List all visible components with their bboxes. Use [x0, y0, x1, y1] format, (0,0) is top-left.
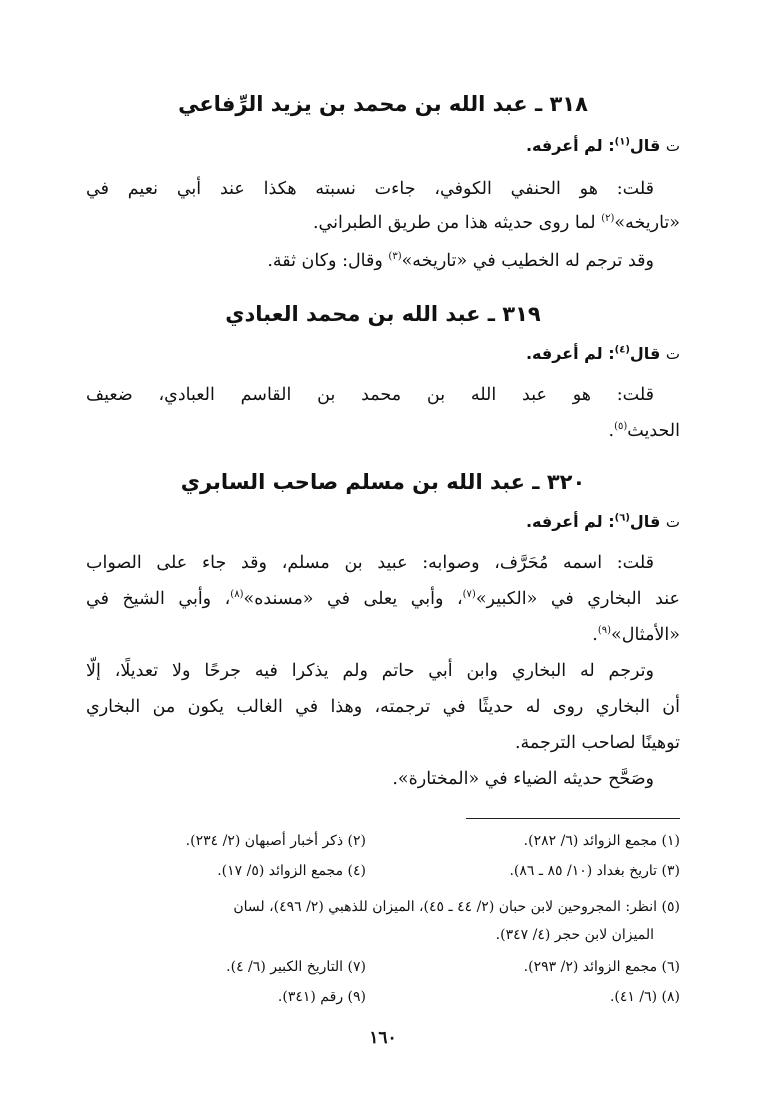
footnote-ref: (٤): [614, 344, 630, 356]
text: «الأمثال»: [611, 625, 680, 645]
footnote: (٩) رقم (٣٤١).: [277, 989, 366, 1005]
footnote: (٥) انظر: المجروحين لابن حبان (٢/ ٤٤ ـ ٤٥)، الميزان للذهبي (٢/ ٤٩٦)، لسان: [233, 899, 680, 915]
body-line: [515, 726, 680, 760]
footnote: (٣) تاريخ بغداد (١٠/ ٨٥ ـ ٨٦).: [509, 863, 680, 879]
text: وقال: وكان ثقة.: [267, 251, 389, 271]
text: وصَحَّح حديثه الضياء في «المختارة».: [392, 769, 654, 789]
footnote-ref: (٦): [614, 512, 630, 524]
qal-label: قال: [629, 136, 661, 155]
footnote: (٧) التاريخ الكبير (٦/ ٤).: [226, 959, 366, 975]
qal-text: : لم أعرفه.: [525, 512, 615, 531]
footnote-ref: (٥): [614, 421, 628, 433]
text: .: [608, 421, 615, 441]
entry-heading: ٣١٩ ـ عبد الله بن محمد العبادي: [225, 302, 541, 326]
body-line: [313, 206, 680, 240]
body-line: [86, 582, 680, 616]
footnote-separator: [466, 818, 680, 819]
text: أن البخاري روى له حديثًا في ترجمته، وهذا في الغالب يكون من البخاري: [86, 697, 680, 717]
text: «تاريخه»: [614, 213, 680, 233]
qal-mark: ت: [665, 513, 680, 531]
footnote: (٢) ذكر أخبار أصبهان (٢/ ٢٣٤).: [185, 833, 366, 849]
footnote: (٦) مجمع الزوائد (٢/ ٢٩٣).: [523, 959, 680, 975]
body-line: [86, 546, 680, 580]
qal-label: قال: [629, 344, 661, 363]
text: وترجم له البخاري وابن أبي حاتم ولم يذكرا فيه جرحًا ولا تعديلًا، إلّا: [86, 661, 654, 681]
qal-mark: ت: [665, 137, 680, 155]
footnote: (٤) مجمع الزوائد (٥/ ١٧).: [217, 863, 366, 879]
body-line: [86, 690, 680, 724]
body-line: [392, 762, 654, 796]
qal-line: [526, 512, 680, 531]
text: ، وأبي يعلى في «مسنده»: [243, 589, 463, 609]
qal-text: : لم أعرفه.: [525, 344, 615, 363]
qal-label: قال: [629, 512, 661, 531]
footnote-ref: (٢): [601, 213, 615, 225]
entry-heading: ٣٢٠ ـ عبد الله بن مسلم صاحب السابري: [180, 470, 586, 494]
qal-line: [526, 344, 680, 363]
footnote-ref: (١): [614, 136, 630, 148]
text: وقد ترجم له الخطيب في «تاريخه»: [401, 251, 654, 271]
text: عند البخاري في «الكبير»: [475, 589, 680, 609]
text: قلت: هو الحنفي الكوفي، جاءت نسبته هكذا عند أبي نعيم في: [86, 179, 654, 199]
footnote-ref: (٩): [597, 625, 612, 637]
body-line: [86, 378, 680, 412]
qal-line: [526, 136, 680, 155]
footnote: (٨) (٦/ ٤١).: [609, 989, 680, 1005]
text: الحديث: [627, 421, 680, 441]
text: قلت: هو عبد الله بن محمد بن القاسم العبادي، ضعيف: [86, 385, 654, 405]
footnote: الميزان لابن حجر (٤/ ٣٤٧).: [495, 927, 654, 943]
entry-heading: ٣١٨ ـ عبد الله بن محمد بن يزيد الرِّفاعي: [178, 92, 588, 116]
footnote-ref: (٨): [230, 589, 244, 601]
body-line: [86, 654, 680, 688]
qal-mark: ت: [665, 345, 680, 363]
qal-text: : لم أعرفه.: [525, 136, 615, 155]
footnote-ref: (٣): [388, 251, 402, 263]
body-line: [267, 244, 654, 278]
footnote-ref: (٧): [462, 589, 476, 601]
body-line: [609, 414, 681, 448]
body-line: [86, 172, 680, 206]
page-number: ١٦٠: [369, 1028, 397, 1048]
text: ، وأبي الشيخ في: [86, 589, 231, 609]
text: توهينًا لصاحب الترجمة.: [514, 733, 680, 753]
footnote: (١) مجمع الزوائد (٦/ ٢٨٢).: [523, 833, 680, 849]
text: لما روى حديثه هذا من طريق الطبراني.: [312, 213, 602, 233]
text: قلت: اسمه مُحَرَّف، وصوابه: عبيد بن مسلم، وقد جاء على الصواب: [86, 553, 654, 573]
body-line: [592, 618, 680, 652]
text: .: [592, 625, 598, 645]
